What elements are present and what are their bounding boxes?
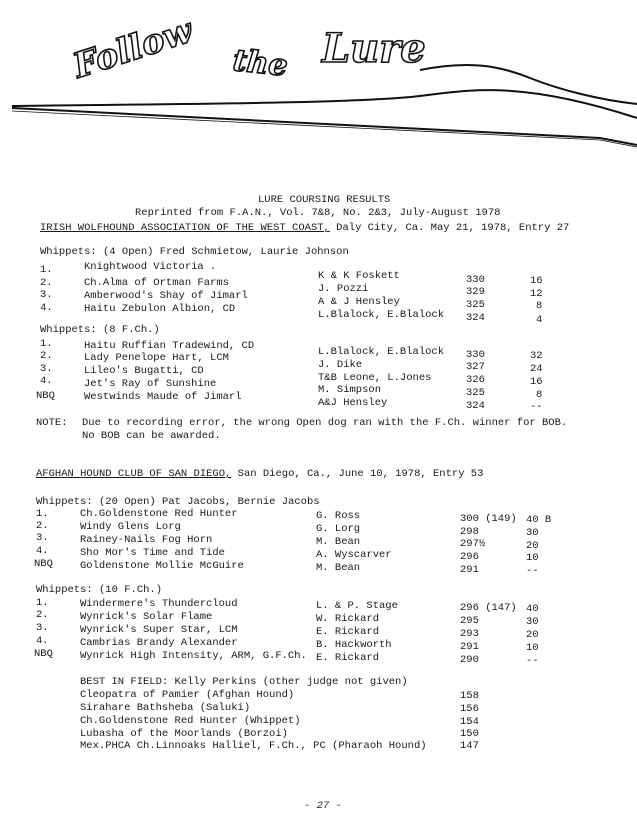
results-points: 12 <box>530 288 543 300</box>
results-place: 4. <box>40 375 53 387</box>
results-place: 2. <box>40 277 53 289</box>
results-score: 325 <box>466 387 485 399</box>
event2-club: AFGHAN HOUND CLUB OF SAN DIEGO, <box>36 468 232 480</box>
masthead-swoosh <box>420 65 637 104</box>
results-points: -- <box>526 655 539 667</box>
results-place: 4. <box>36 635 49 647</box>
page-title: LURE COURSING RESULTS <box>258 194 391 206</box>
bif-dog: Mex.PHCA Ch.Linnoaks Halliel, F.Ch., PC (Pharaoh Hound) <box>80 740 427 752</box>
results-dog: Lady Penelope Hart, LCM <box>84 352 229 364</box>
masthead-rule-top <box>12 90 637 118</box>
results-points: -- <box>530 401 543 413</box>
results-points: 10 <box>526 552 539 564</box>
results-points: 4 <box>536 314 543 326</box>
results-points: 16 <box>530 376 543 388</box>
results-score: 291 <box>460 564 479 576</box>
note-label: NOTE: <box>36 417 68 429</box>
results-owner: J. Pozzi <box>318 283 369 295</box>
results-points: 30 <box>526 616 539 628</box>
results-score: 329 <box>466 286 485 298</box>
event1-club: IRISH WOLFHOUND ASSOCIATION OF THE WEST COAST, <box>40 222 330 234</box>
results-dog: Ch.Alma of Ortman Farms <box>84 277 229 289</box>
results-dog: Sho Mor's Time and Tide <box>80 547 225 559</box>
results-points: 8 <box>536 300 543 312</box>
bif-score: 154 <box>460 716 479 728</box>
results-owner: M. Simpson <box>318 384 382 396</box>
event2-details: San Diego, Ca., June 10, 1978, Entry 53 <box>237 468 484 480</box>
results-owner: A&J Hensley <box>318 397 388 409</box>
results-dog: Goldenstone Mollie McGuire <box>80 560 244 572</box>
results-points: 16 <box>530 275 543 287</box>
bif-dog: Cleopatra of Pamier (Afghan Hound) <box>80 689 295 701</box>
results-owner: L.Blalock, E.Blalock <box>318 346 445 358</box>
results-score: 293 <box>460 628 479 640</box>
results-place: 3. <box>40 289 53 301</box>
results-owner: G. Lorg <box>316 523 361 535</box>
results-dog: Wynrick's Super Star, LCM <box>80 624 238 636</box>
results-score: 296 <box>460 551 479 563</box>
event1-open-header: Whippets: (4 Open) Fred Schmietow, Laurie Johnson <box>40 246 349 258</box>
masthead-word-follow: Follow <box>68 10 198 87</box>
results-dog: Ch.Goldenstone Red Hunter <box>80 508 238 520</box>
results-place: 1. <box>36 597 49 609</box>
results-owner: K & K Foskett <box>318 270 400 282</box>
note-text: Due to recording error, the wrong Open dog ran with the F.Ch. winner for BOB. <box>82 417 568 429</box>
event2-heading <box>36 468 483 480</box>
results-score: 297½ <box>460 538 486 550</box>
bif-dog: Ch.Goldenstone Red Hunter (Whippet) <box>80 715 301 727</box>
results-place: 2. <box>36 520 49 532</box>
results-dog: Windermere's Thundercloud <box>80 598 238 610</box>
reprint-line: Reprinted from F.A.N., Vol. 7&8, No. 2&3, July-August 1978 <box>135 207 501 219</box>
results-dog: Rainey-Nails Fog Horn <box>80 534 213 546</box>
results-owner: A & J Hensley <box>318 296 400 308</box>
results-points: 40 B <box>526 514 552 526</box>
bif-score: 158 <box>460 690 479 702</box>
best-in-field-header: BEST IN FIELD: Kelly Perkins (other judge not given) <box>80 676 408 688</box>
results-place: 2. <box>36 609 49 621</box>
results-place: 1. <box>36 508 49 520</box>
results-owner: A. Wyscarver <box>316 549 392 561</box>
results-points: 10 <box>526 642 539 654</box>
results-dog: Amberwood's Shay of Jimarl <box>84 290 248 302</box>
results-score: 295 <box>460 615 479 627</box>
results-points: 30 <box>526 527 539 539</box>
results-score: 296 (147) <box>460 602 517 614</box>
results-score: 330 <box>466 349 485 361</box>
results-dog: Lileo's Bugatti, CD <box>84 365 204 377</box>
results-owner: G. Ross <box>316 510 361 522</box>
results-dog: Knightwood Victoria . <box>84 261 217 273</box>
results-owner: M. Bean <box>316 562 361 574</box>
masthead-word-lure: Lure <box>322 25 426 72</box>
results-place: NBQ <box>34 648 53 660</box>
results-place: 4. <box>40 302 53 314</box>
results-place: NBQ <box>34 558 53 570</box>
results-place: NBQ <box>36 390 55 402</box>
bif-score: 150 <box>460 728 479 740</box>
page-number: - 27 - <box>304 800 342 812</box>
results-points: -- <box>526 565 539 577</box>
results-score: 325 <box>466 299 485 311</box>
masthead-word-the: the <box>231 43 290 84</box>
results-points: 24 <box>530 363 543 375</box>
event1-fch-header: Whippets: (8 F.Ch.) <box>40 324 160 336</box>
results-score: 326 <box>466 374 485 386</box>
event2-fch-header: Whippets: (10 F.Ch.) <box>36 584 163 596</box>
note-text-2: No BOB can be awarded. <box>82 430 221 442</box>
results-owner: E. Rickard <box>316 652 380 664</box>
bif-dog: Sirahare Bathsheba (Saluki) <box>80 702 251 714</box>
results-owner: L.Blalock, E.Blalock <box>318 309 445 321</box>
results-points: 8 <box>536 389 543 401</box>
results-score: 327 <box>466 361 485 373</box>
results-owner: J. Dike <box>318 359 363 371</box>
results-place: 1. <box>40 264 53 276</box>
bif-score: 147 <box>460 740 479 752</box>
results-score: 324 <box>466 400 485 412</box>
results-score: 298 <box>460 526 479 538</box>
masthead <box>0 0 637 150</box>
results-dog: Westwinds Maude of Jimarl <box>84 391 242 403</box>
results-owner: B. Hackworth <box>316 639 392 651</box>
results-dog: Cambrias Brandy Alexander <box>80 637 238 649</box>
results-place: 4. <box>36 545 49 557</box>
results-points: 20 <box>526 629 539 641</box>
event1-heading <box>40 222 569 234</box>
results-owner: M. Bean <box>316 536 361 548</box>
results-points: 32 <box>530 350 543 362</box>
results-dog: Haitu Zebulon Albion, CD <box>84 303 236 315</box>
results-points: 20 <box>526 540 539 552</box>
results-points: 40 <box>526 603 539 615</box>
event2-open-header: Whippets: (20 Open) Pat Jacobs, Bernie Jacobs <box>36 496 320 508</box>
results-dog: Wynrick's Solar Flame <box>80 611 213 623</box>
results-place: 3. <box>36 622 49 634</box>
results-score: 300 (149) <box>460 513 517 525</box>
results-score: 291 <box>460 641 479 653</box>
results-place: 3. <box>36 532 49 544</box>
results-place: 1. <box>40 338 53 350</box>
results-dog: Wynrick High Intensity, ARM, G.F.Ch. <box>80 650 307 662</box>
results-owner: T&B Leone, L.Jones <box>318 372 432 384</box>
results-place: 3. <box>40 363 53 375</box>
event1-details: Daly City, Ca. May 21, 1978, Entry 27 <box>336 222 570 234</box>
bif-score: 156 <box>460 703 479 715</box>
results-place: 2. <box>40 350 53 362</box>
results-owner: L. & P. Stage <box>316 600 398 612</box>
results-dog: Haitu Ruffian Tradewind, CD <box>84 340 255 352</box>
results-score: 290 <box>460 654 479 666</box>
results-owner: W. Rickard <box>316 613 380 625</box>
results-score: 324 <box>466 312 485 324</box>
results-owner: E. Rickard <box>316 626 380 638</box>
bif-dog: Lubasha of the Moorlands (Borzoi) <box>80 728 288 740</box>
results-score: 330 <box>466 274 485 286</box>
results-dog: Jet's Ray of Sunshine <box>84 378 217 390</box>
results-dog: Windy Glens Lorg <box>80 521 181 533</box>
